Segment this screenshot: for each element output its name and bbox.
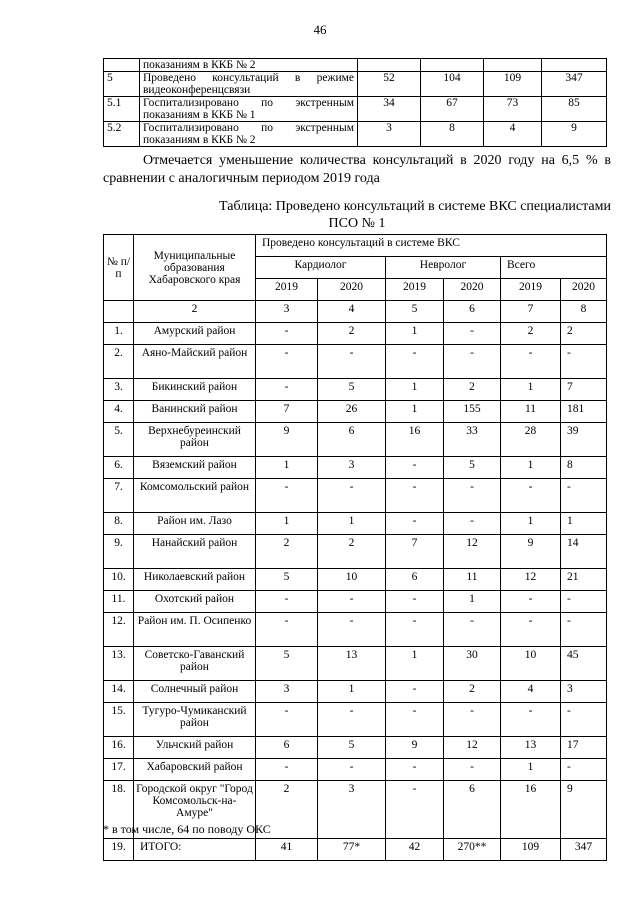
summary-row [104, 97, 607, 122]
row-number: 16. [104, 737, 134, 759]
value-cell: 16 [386, 423, 444, 457]
value-cell: - [318, 613, 386, 647]
value-cell: 9 [561, 781, 607, 839]
value-cell: - [318, 345, 386, 379]
municipality-name: Хабаровский район [134, 759, 256, 781]
value-cell: - [318, 591, 386, 613]
value-cell: 45 [561, 647, 607, 681]
summary-cell-v2019a [358, 59, 421, 72]
value-cell: - [386, 781, 444, 839]
header-year: 2020 [444, 279, 501, 301]
summary-cell-desc: Госпитализировано по экстренным показаниям в ККБ № 1 [140, 97, 358, 122]
value-cell: - [444, 323, 501, 345]
value-cell: - [256, 323, 318, 345]
value-cell: - [386, 345, 444, 379]
summary-cell-desc: показаниям в ККБ № 2 [140, 59, 358, 72]
value-cell: - [561, 345, 607, 379]
summary-cell-v2020b: 85 [542, 97, 607, 122]
value-cell: 2 [444, 681, 501, 703]
value-cell: 1 [501, 759, 561, 781]
municipality-name: Нанайский район [134, 535, 256, 569]
value-cell: 1 [561, 513, 607, 535]
municipality-name: Ульчский район [134, 737, 256, 759]
value-cell: 5 [318, 737, 386, 759]
header-no: № п/п [104, 235, 134, 301]
value-cell: 5 [318, 379, 386, 401]
municipality-name: Район им. П. Осипенко [134, 613, 256, 647]
value-cell: 10 [318, 569, 386, 591]
total-value: 109 [501, 839, 561, 861]
value-cell: 1 [256, 513, 318, 535]
header-cardiologist: Кардиолог [256, 257, 386, 279]
row-number: 18. [104, 781, 134, 839]
row-number: 12. [104, 613, 134, 647]
value-cell: 2 [256, 781, 318, 839]
value-cell: 6 [256, 737, 318, 759]
summary-row [104, 72, 607, 97]
summary-cell-no: 5 [104, 72, 140, 97]
value-cell: 7 [256, 401, 318, 423]
summary-cell-v2019b: 4 [484, 122, 542, 147]
value-cell: 11 [444, 569, 501, 591]
value-cell: 9 [501, 535, 561, 569]
table-row [104, 457, 607, 479]
municipality-name: Ванинский район [134, 401, 256, 423]
summary-cell-v2019a: 52 [358, 72, 421, 97]
total-value: 347 [561, 839, 607, 861]
municipality-name: Городской округ "Город Комсомольск-на-Амуре" [134, 781, 256, 839]
value-cell: - [386, 759, 444, 781]
value-cell: - [256, 379, 318, 401]
value-cell: 3 [561, 681, 607, 703]
table-row [104, 479, 607, 513]
municipality-name: Комсомольский район [134, 479, 256, 513]
value-cell: - [444, 703, 501, 737]
row-number: 2. [104, 345, 134, 379]
table-row [104, 737, 607, 759]
colnum-blank [104, 301, 134, 323]
value-cell: 12 [501, 569, 561, 591]
summary-cell-v2019b [484, 59, 542, 72]
value-cell: 2 [318, 535, 386, 569]
summary-cell-v2020a: 8 [421, 122, 484, 147]
total-value: 41 [256, 839, 318, 861]
value-cell: - [386, 613, 444, 647]
value-cell: - [444, 479, 501, 513]
value-cell: - [501, 703, 561, 737]
column-number: 4 [318, 301, 386, 323]
header-total: Всего [501, 257, 607, 279]
value-cell: 155 [444, 401, 501, 423]
value-cell: 1 [318, 513, 386, 535]
value-cell: 4 [501, 681, 561, 703]
value-cell: - [386, 457, 444, 479]
value-cell: 10 [501, 647, 561, 681]
total-value: 42 [386, 839, 444, 861]
header-neurologist: Невролог [386, 257, 501, 279]
table-row [104, 423, 607, 457]
row-number: 15. [104, 703, 134, 737]
table-row [104, 647, 607, 681]
municipality-name: Солнечный район [134, 681, 256, 703]
row-number: 13. [104, 647, 134, 681]
value-cell: 6 [318, 423, 386, 457]
value-cell: 1 [444, 591, 501, 613]
municipality-name: Николаевский район [134, 569, 256, 591]
total-row [104, 839, 607, 861]
value-cell: 16 [501, 781, 561, 839]
summary-table [103, 58, 607, 147]
municipality-name: Охотский район [134, 591, 256, 613]
value-cell: - [386, 703, 444, 737]
value-cell: - [561, 591, 607, 613]
value-cell: - [561, 479, 607, 513]
municipality-name: Верхнебуреинский район [134, 423, 256, 457]
table-row [104, 681, 607, 703]
row-number: 10. [104, 569, 134, 591]
table-caption: Таблица: Проведено консультаций в системе ВКС специалистами [219, 199, 611, 214]
value-cell: 6 [386, 569, 444, 591]
row-number: 6. [104, 457, 134, 479]
value-cell: 13 [318, 647, 386, 681]
municipality-name: Бикинский район [134, 379, 256, 401]
value-cell: 6 [444, 781, 501, 839]
value-cell: 1 [501, 513, 561, 535]
row-number: 5. [104, 423, 134, 457]
value-cell: 7 [386, 535, 444, 569]
table-row [104, 323, 607, 345]
value-cell: - [386, 513, 444, 535]
value-cell: - [386, 681, 444, 703]
value-cell: 26 [318, 401, 386, 423]
table-row [104, 759, 607, 781]
value-cell: - [318, 703, 386, 737]
value-cell: - [256, 591, 318, 613]
municipality-name: Район им. Лазо [134, 513, 256, 535]
value-cell: - [256, 479, 318, 513]
row-number: 8. [104, 513, 134, 535]
table-row [104, 379, 607, 401]
value-cell: 1 [256, 457, 318, 479]
value-cell: 33 [444, 423, 501, 457]
row-number: 3. [104, 379, 134, 401]
total-value: 77* [318, 839, 386, 861]
summary-cell-v2020b: 9 [542, 122, 607, 147]
summary-cell-no: 5.1 [104, 97, 140, 122]
value-cell: 11 [501, 401, 561, 423]
value-cell: - [501, 613, 561, 647]
value-cell: - [256, 703, 318, 737]
value-cell: - [256, 759, 318, 781]
value-cell: 1 [318, 681, 386, 703]
column-number: 3 [256, 301, 318, 323]
value-cell: - [501, 591, 561, 613]
row-number: 17. [104, 759, 134, 781]
header-year: 2019 [386, 279, 444, 301]
table-row [104, 591, 607, 613]
municipality-name: Аяно-Майский район [134, 345, 256, 379]
value-cell: - [501, 479, 561, 513]
value-cell: 3 [256, 681, 318, 703]
value-cell: 3 [318, 781, 386, 839]
value-cell: - [444, 759, 501, 781]
value-cell: - [561, 759, 607, 781]
value-cell: 8 [561, 457, 607, 479]
value-cell: - [444, 513, 501, 535]
header-year: 2020 [318, 279, 386, 301]
value-cell: 28 [501, 423, 561, 457]
value-cell: - [561, 703, 607, 737]
header-conducted: Проведено консультаций в системе ВКС [256, 235, 607, 257]
municipality-name: Тугуро-Чумиканский район [134, 703, 256, 737]
table-row [104, 401, 607, 423]
table-row [104, 703, 607, 737]
row-number: 9. [104, 535, 134, 569]
value-cell: 13 [501, 737, 561, 759]
column-number: 2 [134, 301, 256, 323]
summary-cell-v2020b: 347 [542, 72, 607, 97]
value-cell: 2 [561, 323, 607, 345]
value-cell: 2 [501, 323, 561, 345]
header-year: 2020 [561, 279, 607, 301]
value-cell: 5 [256, 647, 318, 681]
row-number: 1. [104, 323, 134, 345]
summary-cell-desc: Проведено консультаций в режиме видеоконференцсвязи [140, 72, 358, 97]
table-caption-subtitle: ПСО № 1 [328, 216, 386, 231]
table-row [104, 345, 607, 379]
value-cell: 5 [444, 457, 501, 479]
column-number: 7 [501, 301, 561, 323]
value-cell: 1 [501, 379, 561, 401]
value-cell: 21 [561, 569, 607, 591]
header-year: 2019 [501, 279, 561, 301]
table-row [104, 535, 607, 569]
summary-cell-v2019a: 3 [358, 122, 421, 147]
body-paragraph: Отмечается уменьшение количества консультаций в 2020 году на 6,5 % в сравнении с аналогичным периодом 2019 года [103, 153, 611, 186]
value-cell: 1 [386, 379, 444, 401]
value-cell: 12 [444, 737, 501, 759]
header-municipality: Муниципальные образования Хабаровского края [134, 235, 256, 301]
summary-cell-v2019b: 73 [484, 97, 542, 122]
row-number: 11. [104, 591, 134, 613]
summary-cell-v2020a: 67 [421, 97, 484, 122]
table-row [104, 613, 607, 647]
summary-row [104, 59, 607, 72]
row-number: 14. [104, 681, 134, 703]
row-number: 4. [104, 401, 134, 423]
value-cell: 181 [561, 401, 607, 423]
value-cell: 2 [444, 379, 501, 401]
value-cell: 5 [256, 569, 318, 591]
municipality-name: Советско-Гаванский район [134, 647, 256, 681]
value-cell: - [318, 759, 386, 781]
row-number: 7. [104, 479, 134, 513]
summary-cell-v2020b [542, 59, 607, 72]
footnote: * в том числе, 64 по поводу ОКС [103, 822, 271, 836]
total-value: 270** [444, 839, 501, 861]
value-cell: 3 [318, 457, 386, 479]
value-cell: 12 [444, 535, 501, 569]
summary-cell-no [104, 59, 140, 72]
value-cell: - [256, 345, 318, 379]
summary-cell-v2020a: 104 [421, 72, 484, 97]
value-cell: - [444, 345, 501, 379]
total-label: ИТОГО: [134, 839, 256, 861]
value-cell: - [444, 613, 501, 647]
summary-cell-desc: Госпитализировано по экстренным показаниям в ККБ № 2 [140, 122, 358, 147]
value-cell: 1 [386, 323, 444, 345]
value-cell: 7 [561, 379, 607, 401]
summary-row [104, 122, 607, 147]
value-cell: - [256, 613, 318, 647]
summary-cell-v2019b: 109 [484, 72, 542, 97]
value-cell: - [386, 591, 444, 613]
value-cell: 9 [256, 423, 318, 457]
value-cell: 1 [501, 457, 561, 479]
value-cell: 14 [561, 535, 607, 569]
column-number: 5 [386, 301, 444, 323]
page-number: 46 [313, 22, 327, 37]
value-cell: 2 [256, 535, 318, 569]
summary-cell-no: 5.2 [104, 122, 140, 147]
summary-cell-v2019a: 34 [358, 97, 421, 122]
summary-cell-v2020a [421, 59, 484, 72]
value-cell: 9 [386, 737, 444, 759]
value-cell: 2 [318, 323, 386, 345]
value-cell: 1 [386, 647, 444, 681]
column-number: 8 [561, 301, 607, 323]
value-cell: 17 [561, 737, 607, 759]
consultations-table [103, 234, 607, 861]
table-row [104, 569, 607, 591]
header-year: 2019 [256, 279, 318, 301]
column-number: 6 [444, 301, 501, 323]
table-row [104, 513, 607, 535]
value-cell: 1 [386, 401, 444, 423]
value-cell: 39 [561, 423, 607, 457]
value-cell: 30 [444, 647, 501, 681]
value-cell: - [318, 479, 386, 513]
row-number: 19. [104, 839, 134, 861]
value-cell: - [561, 613, 607, 647]
municipality-name: Амурский район [134, 323, 256, 345]
value-cell: - [501, 345, 561, 379]
municipality-name: Вяземский район [134, 457, 256, 479]
value-cell: - [386, 479, 444, 513]
